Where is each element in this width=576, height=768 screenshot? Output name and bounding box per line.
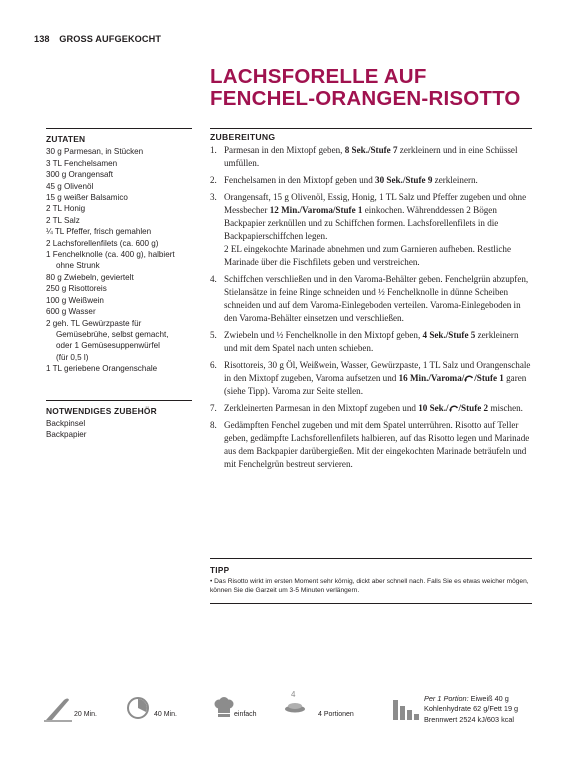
step-item: 6. Risottoreis, 30 g Öl, Weißwein, Wasser, Gewürzpaste, 1 TL Salz und Orangenschale in den Mixtopf zugeben, Varoma aufsetzen und 16 Min./Varoma/ /Stufe 1 garen (siehe Tipp). Varoma zur Seite stellen.: [210, 360, 531, 396]
steps-list: [210, 144, 532, 471]
tip-box: [210, 558, 532, 604]
carbs-fat-value: Kohlenhydrate 62 g/Fett 19 g: [424, 704, 519, 714]
portions-info: [284, 690, 354, 718]
ingredient-item: ¼ TL Pfeffer, frisch gemahlen: [46, 227, 152, 237]
ingredient-item: 100 g Weißwein: [46, 295, 104, 305]
nutrition-per: Per 1 Portion:: [424, 694, 469, 703]
ingredient-item: 2 TL Honig: [46, 204, 86, 214]
ingredient-item: 2 Lachsforellenfilets (ca. 600 g): [46, 238, 159, 248]
nutrition-info: [392, 698, 420, 722]
total-time-label: 40 Min.: [154, 711, 177, 718]
total-time-info: [126, 696, 177, 720]
nutrition-text: [424, 694, 518, 725]
chef-hat-icon: [214, 696, 234, 718]
equipment-item: Backpapier: [46, 430, 87, 440]
preparation-heading: ZUBEREITUNG: [210, 132, 276, 142]
page-header: [34, 34, 161, 44]
step-item: 7. Zerkleinerten Parmesan in den Mixtopf zugeben und 10 Sek./ /Stufe 2 mischen.: [210, 403, 523, 413]
step-item: 5. Zwiebeln und ½ Fenchelknolle in den Mixtopf geben, 4 Sek./Stufe 5 zerkleinern und mit dem Spatel nach unten schieben.: [210, 330, 519, 353]
divider: [210, 128, 532, 129]
ingredient-item: 30 g Parmesan, in Stücken: [46, 147, 144, 157]
prep-time-info: [44, 696, 97, 722]
ingredient-item: 300 g Orangensaft: [46, 170, 114, 180]
ingredient-item: 1 TL geriebene Orangenschale: [46, 364, 158, 374]
step-item: 1. Parmesan in den Mixtopf geben, 8 Sek./Stufe 7 zerkleinern und in eine Schüssel umfüllen.: [210, 145, 518, 168]
tip-text: • Das Risotto wirkt im ersten Moment sehr körnig, dickt aber schnell nach. Falls Sie es etwas weicher mögen, können Sie die Garzeit um 3-5 Minuten verlängern.: [210, 578, 529, 595]
ingredient-item: 600 g Wasser: [46, 307, 96, 317]
preparation-column: [210, 128, 532, 475]
ingredient-item: 2 TL Salz: [46, 215, 80, 225]
reverse-rotation-icon: [464, 374, 474, 382]
energy-value: Brennwert 2524 kJ/603 kcal: [424, 714, 515, 724]
reverse-rotation-icon: [449, 404, 459, 412]
step-item: 4. Schiffchen verschließen und in den Varoma-Behälter geben. Fenchelgrün abzupfen, Stielansätze in feine Ringe schneiden und ½ Fenchelknolle in dünne Scheiben schneiden und auf dem Varoma-Einlegeboden verteilen. Varoma-Einlegeboden in den Varoma-Behälter einsetzen und verschließen.: [210, 274, 529, 323]
recipe-footer: [44, 690, 544, 740]
equipment-section: [46, 400, 192, 441]
plate-icon: [284, 690, 308, 714]
ingredients-column: [46, 128, 192, 441]
ingredient-item: 15 g weißer Balsamico: [46, 193, 128, 203]
difficulty-info: [214, 696, 257, 718]
step-item: 3. Orangensaft, 15 g Olivenöl, Essig, Honig, 1 TL Salz und Pfeffer zugeben und ohne Messbecher 12 Min./Varoma/Stufe 1 einkochen. Währenddessen 2 Bögen Backpapier zerknüllen und zu Schiffchen formen. Lachsforellenfilets in die Backpapierschiffchen legen. 2 EL eingekochte Marinade abnehmen und zum Garnieren aufheben. Restliche Marinade über die Fischfilets geben und verstreichen.: [210, 192, 527, 267]
ingredient-item: 250 g Risottoreis: [46, 284, 107, 294]
portions-number: 4: [291, 690, 296, 699]
ingredient-item: 2 geh. TL Gewürzpaste für Gemüsebrühe, selbst gemacht, oder 1 Gemüsesuppenwürfel (für 0,5 l): [46, 318, 169, 362]
divider: [46, 128, 192, 129]
step-item: 2. Fenchelsamen in den Mixtopf geben und 30 Sek./Stufe 9 zerkleinern.: [210, 175, 478, 185]
knife-icon: [44, 696, 74, 722]
protein-value: Eiweiß 40 g: [470, 694, 509, 703]
nutrition-bars-icon: [392, 698, 420, 722]
step-item: 8. Gedämpften Fenchel zugeben und mit dem Spatel unterrühren. Risotto auf Teller geben, gedämpfte Lachsforellenfilets halbieren, auf das Risotto legen und Marinade aus dem Backpapier darübergießen. Mit der eingekochten Marinade beträufeln und mit Fenchelgrün bestreut servieren.: [210, 420, 530, 469]
difficulty-label: einfach: [234, 711, 257, 718]
page-number: 138: [34, 34, 50, 44]
tip-heading: TIPP: [210, 566, 230, 575]
portions-label: 4 Portionen: [318, 711, 354, 718]
equipment-heading: NOTWENDIGES ZUBEHÖR: [46, 405, 157, 416]
ingredients-list: [46, 146, 192, 374]
recipe-title: LACHSFORELLE AUF FENCHEL-ORANGEN-RISOTTO: [210, 65, 521, 110]
divider: [46, 400, 192, 401]
ingredient-item: 1 Fenchelknolle (ca. 400 g), halbiert ohne Strunk: [46, 250, 175, 271]
ingredients-heading: ZUTATEN: [46, 134, 86, 144]
ingredient-item: 3 TL Fenchelsamen: [46, 158, 118, 168]
ingredient-item: 80 g Zwiebeln, geviertelt: [46, 272, 134, 282]
ingredient-item: 45 g Olivenöl: [46, 181, 94, 191]
prep-time-label: 20 Min.: [74, 711, 97, 718]
equipment-item: Backpinsel: [46, 418, 86, 428]
clock-icon: [126, 696, 150, 720]
section-title: GROSS AUFGEKOCHT: [59, 34, 162, 44]
